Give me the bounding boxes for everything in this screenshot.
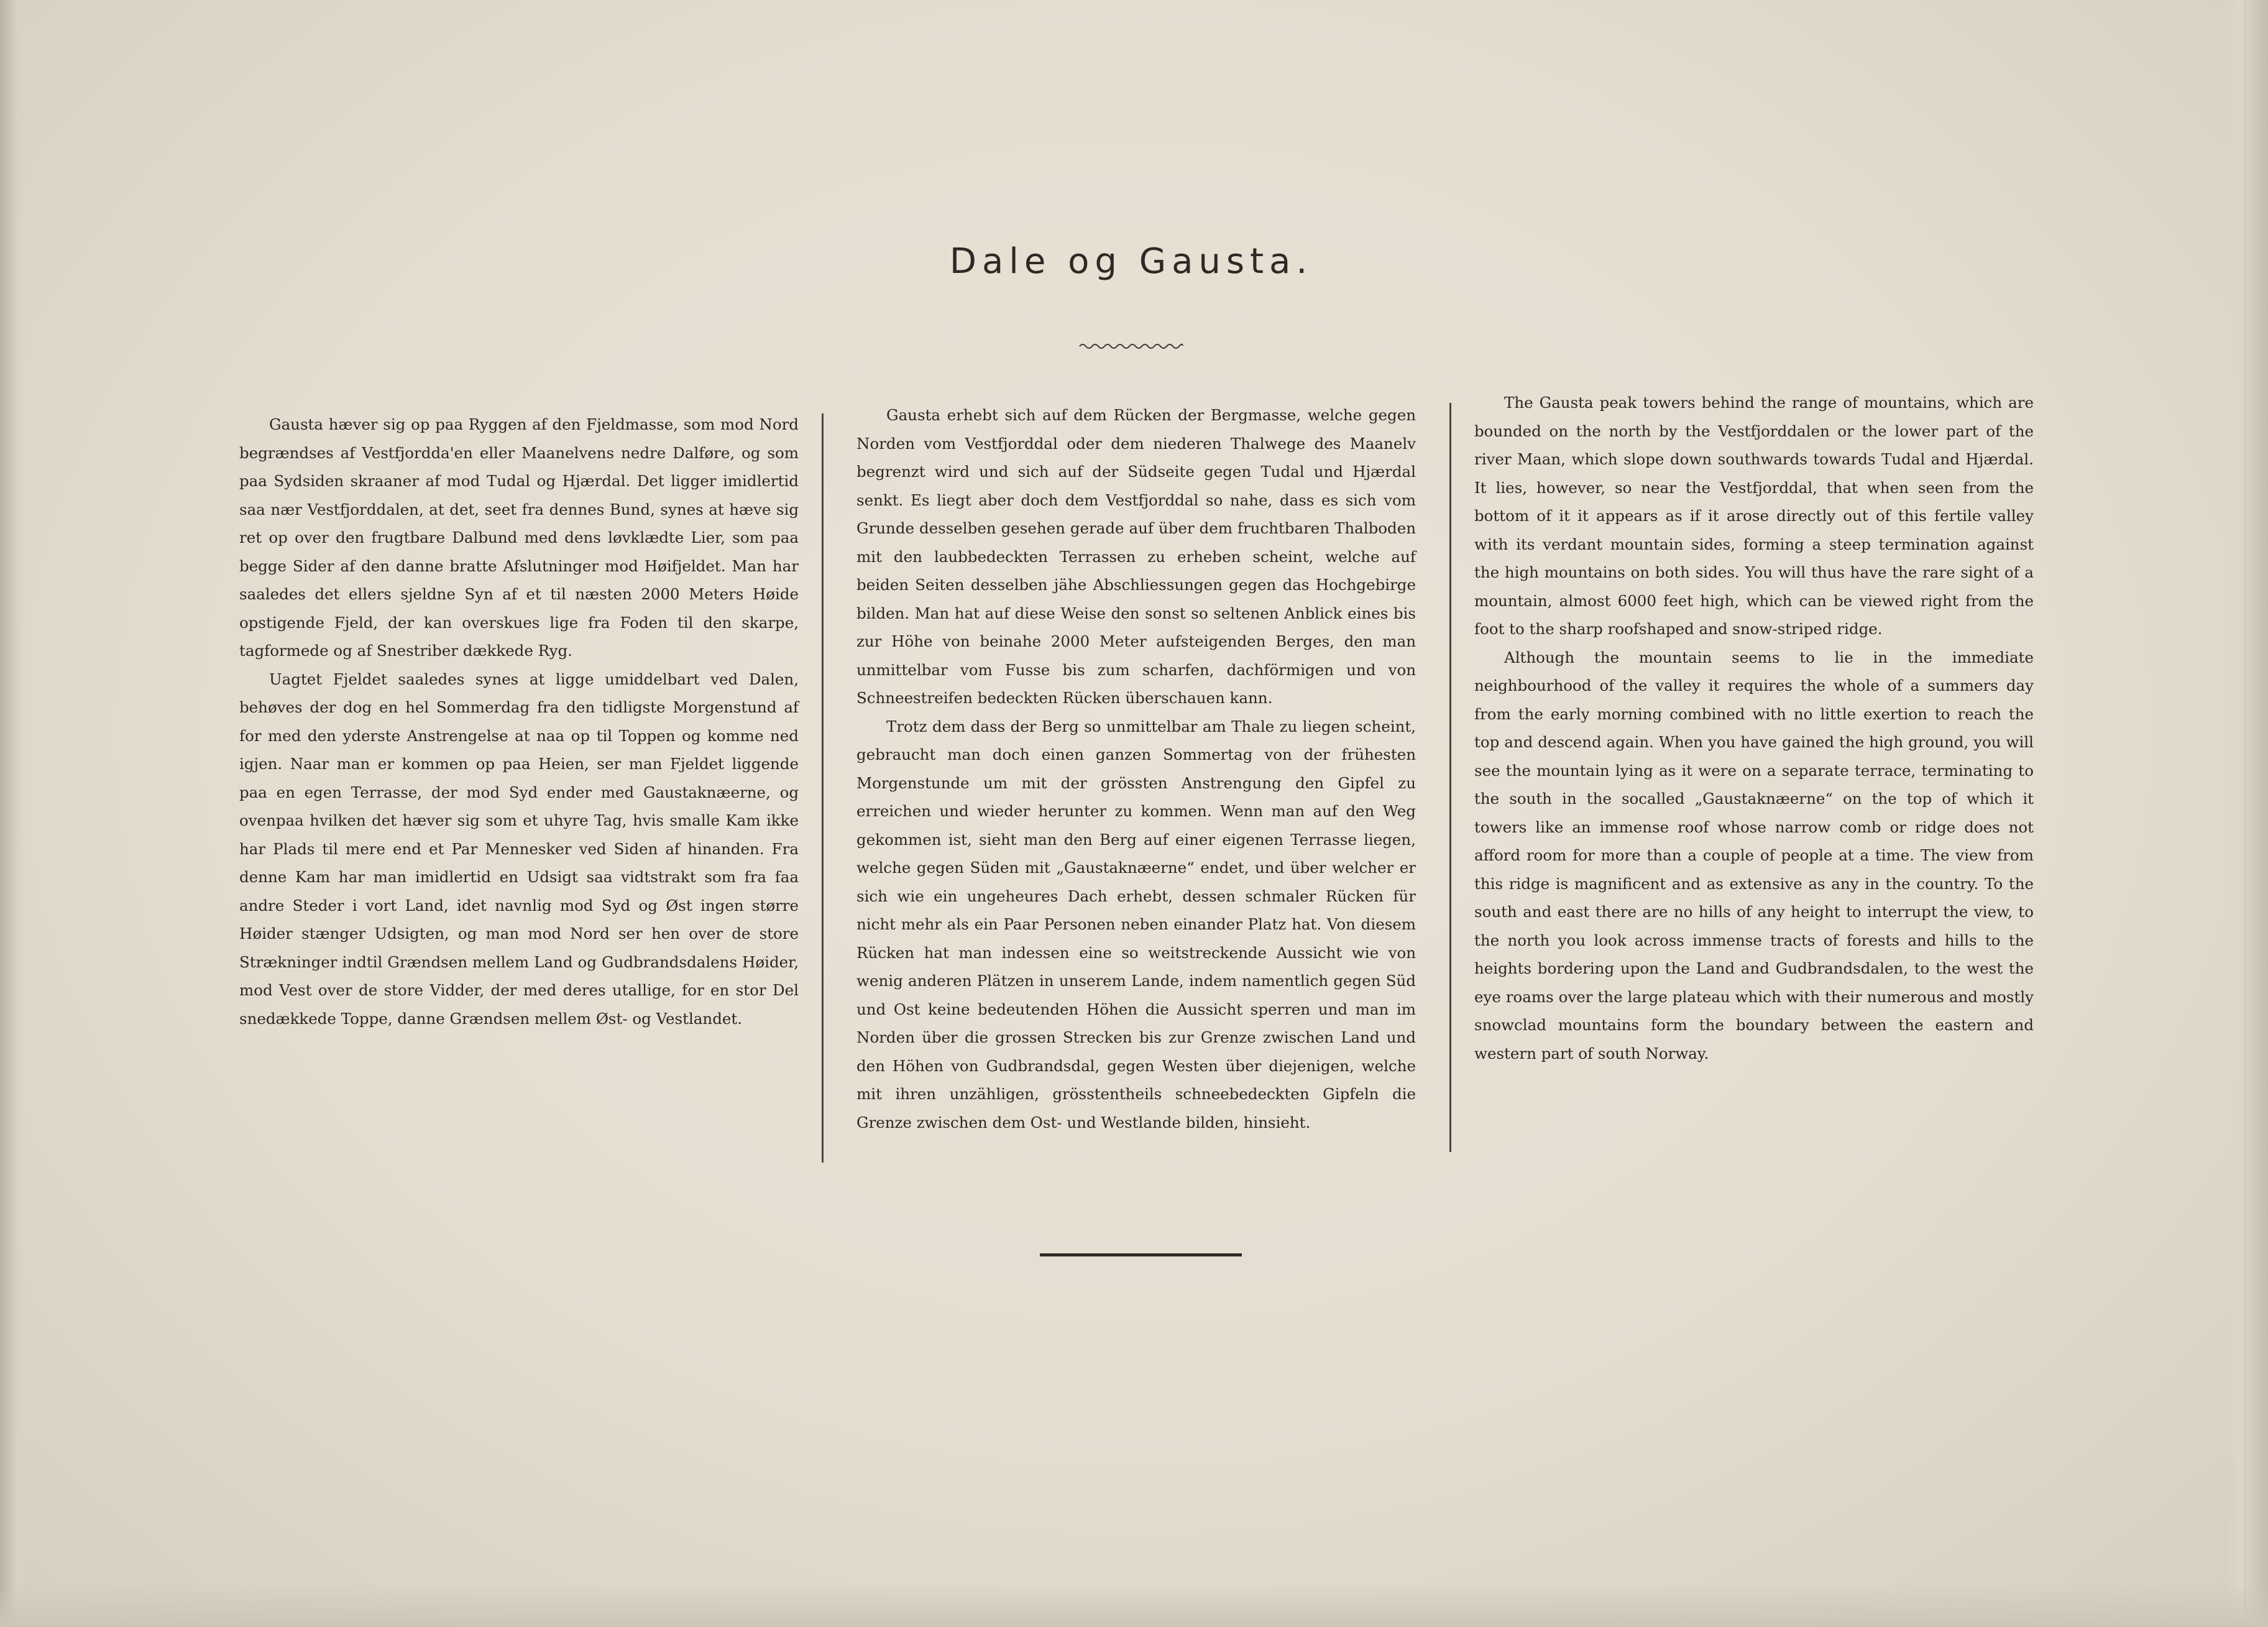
page-edge-shadow xyxy=(2224,0,2268,1627)
column-divider-1 xyxy=(822,413,824,1163)
footer-rule xyxy=(1040,1253,1242,1256)
german-paragraph-2: Trotz dem dass der Berg so unmittelbar am Thale zu liegen scheint, gebraucht man doch einen ganzen Sommertag von der frühesten Morgenstunde um mit der grössten Anstrengung den Gipfel zu erreichen und wieder herunter zu kommen. Wenn man auf den Weg gekommen ist, sieht man den Berg auf einer eigenen Terrasse liegen, welche gegen Süden mit „Gaustaknæerne“ endet, und über welcher er sich wie ein ungeheures Dach erhebt, dessen schmaler Rücken für nicht mehr als ein Paar Personen neben einander Platz hat. Von diesem Rücken hat man indessen eine so weitstreckende Aussicht wie von wenig anderen Plätzen in unserem Lande, indem namentlich gegen Süd und Ost keine bedeutenden Höhen die Aussicht sperren und man im Norden über die grossen Strecken bis zur Grenze zwischen Land und den Höhen von Gudbrandsdal, gegen Westen über diejenigen, welche mit ihren unzähligen, grösstentheils schneebedeckten Gipfeln die Grenze zwischen dem Ost- und Westlande bilden, hinsieht. xyxy=(856,717,1416,1132)
norwegian-text-column xyxy=(239,410,799,1033)
page-title: Dale og Gausta. xyxy=(949,241,1313,282)
page-gutter-shadow xyxy=(0,0,25,1627)
wavy-ornament xyxy=(1078,341,1184,351)
page-edge-line xyxy=(2244,0,2246,1627)
norwegian-paragraph-2: Uagtet Fjeldet saaledes synes at ligge umiddelbart ved Dalen, behøves der dog en hel Sommerdag fra den tidligste Morgenstund af for med den yderste Anstrengelse at naa op til Toppen og komme ned igjen. Naar man er kommen op paa Heien, ser man Fjeldet liggende paa en egen Terrasse, der mod Syd ender med Gaustaknæerne, og ovenpaa hvilken det hæver sig som et uhyre Tag, hvis smalle Kam ikke har Plads til mere end et Par Mennesker ved Siden af hinanden. Fra denne Kam har man imidlertid en Udsigt saa vidtstrakt som fra faa andre Steder i vort Land, idet navnlig mod Syd og Øst ingen større Høider stænger Udsigten, og man mod Nord ser hen over de store Strækninger indtil Grændsen mellem Land og Gudbrandsdalens Høider, mod Vest over de store Vidder, der med deres utallige, for en stor Del snedækkede Toppe, danne Grændsen mellem Øst- og Vestlandet. xyxy=(239,670,799,1028)
column-divider-2 xyxy=(1449,403,1451,1152)
english-paragraph-1: The Gausta peak towers behind the range of mountains, which are bounded on the north by the Vestfjorddalen or the lower part of the river Maan, which slope down southwards towards Tudal and Hjærdal. It lies, however, so near the Vestfjorddal, that when seen from the bottom of it it appears as if it arose directly out of this fertile valley with its verdant mountain sides, forming a steep termination against the high mountains on both sides. You will thus have the rare sight of a mountain, almost 6000 feet high, which can be viewed right from the foot to the sharp roofshaped and snow-striped ridge. xyxy=(1474,394,2034,638)
page-bottom-shadow xyxy=(0,1583,2268,1627)
english-text-column xyxy=(1474,389,2034,1067)
german-paragraph-1: Gausta erhebt sich auf dem Rücken der Bergmasse, welche gegen Norden vom Vestfjorddal oder dem niederen Thalwege des Maanelv begrenzt wird und sich auf der Südseite gegen Tudal und Hjærdal senkt. Es liegt aber doch dem Vestfjorddal so nahe, dass es sich vom Grunde desselben gesehen gerade auf über dem fruchtbaren Thalboden mit den laubbedeckten Terrassen zu erheben scheint, welche auf beiden Seiten desselben jähe Abschliessungen gegen das Hochgebirge bilden. Man hat auf diese Weise den sonst so seltenen Anblick eines bis zur Höhe von beinahe 2000 Meter aufsteigenden Berges, den man unmittelbar vom Fusse bis zum scharfen, dachförmigen und von Schneestreifen bedeckten Rücken überschauen kann. xyxy=(856,406,1416,707)
norwegian-paragraph-1: Gausta hæver sig op paa Ryggen af den Fjeldmasse, som mod Nord begrændses af Vestfjordda'en eller Maanelvens nedre Dalføre, og som paa Sydsiden skraaner af mod Tudal og Hjærdal. Det ligger imidlertid saa nær Vestfjorddalen, at det, seet fra dennes Bund, synes at hæve sig ret op over den frugtbare Dalbund med dens løvklædte Lier, som paa begge Sider af den danne bratte Afslutninger mod Høifjeldet. Man har saaledes det ellers sjeldne Syn af et til næsten 2000 Meters Høide opstigende Fjeld, der kan overskues lige fra Foden til den skarpe, tagformede og af Snestriber dækkede Ryg. xyxy=(239,415,799,660)
english-paragraph-2: Although the mountain seems to lie in the immediate neighbourhood of the valley it requires the whole of a summers day from the early morning combined with no little exertion to reach the top and descend again. When you have gained the high ground, you will see the mountain lying as it were on a separate terrace, terminating to the south in the socalled „Gaustaknæerne“ on the top of which it towers like an immense roof whose narrow comb or ridge does not afford room for more than a couple of people at a time. The view from this ridge is magnificent and as extensive as any in the country. To the south and east there are no hills of any height to interrupt the view, to the north you look across immense tracts of forests and hills to the heights bordering upon the Land and Gudbrandsdalen, to the west the eye roams over the large plateau which with their numerous and mostly snowclad mountains form the boundary between the eastern and western part of south Norway. xyxy=(1474,648,2034,1062)
german-text-column xyxy=(856,401,1416,1136)
